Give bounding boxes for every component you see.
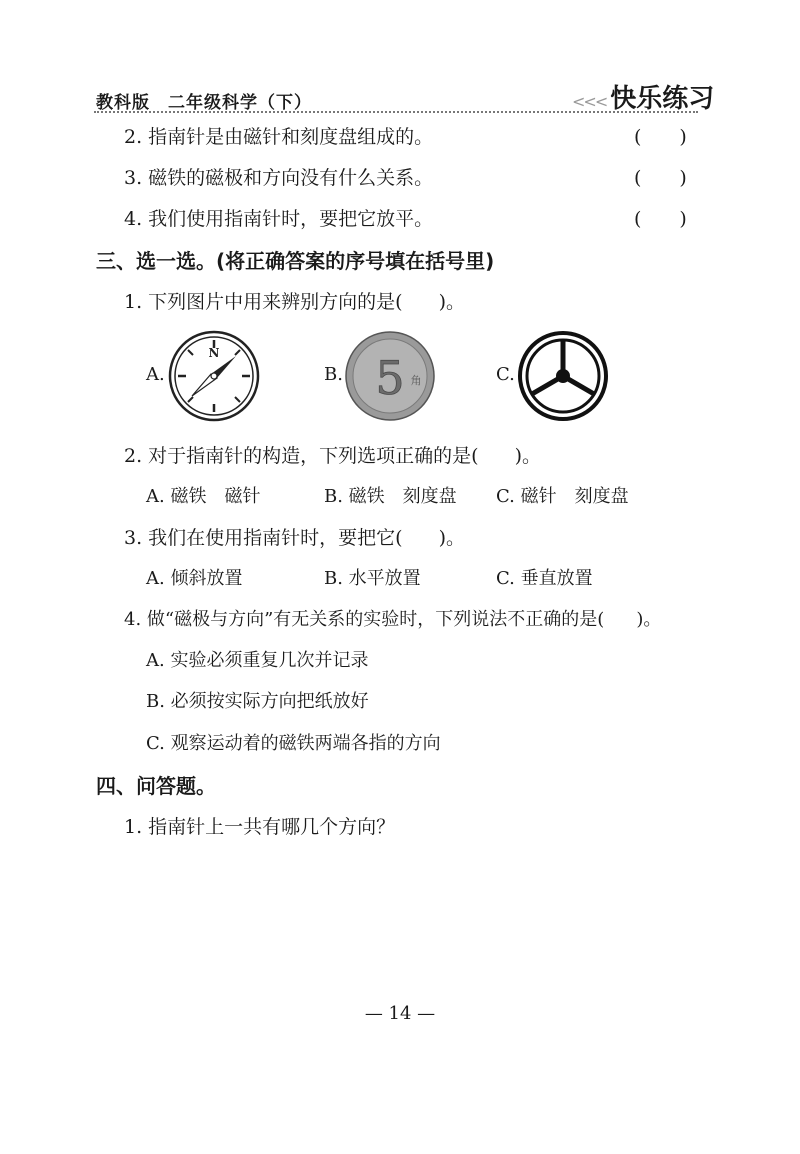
- q4-stem: 4. 做“磁极与方向”有无关系的实验时，下列说法不正确的是(: [124, 609, 605, 630]
- q2-stem: 2. 对于指南针的构造，下列选项正确的是(: [124, 445, 479, 467]
- choice-question-3: [124, 523, 465, 550]
- q1-stem-end: )。: [438, 291, 466, 313]
- q3-stem: 3. 我们在使用指南针时，要把它(: [124, 527, 403, 549]
- q2-option-a[interactable]: A. 磁铁 磁针: [146, 486, 261, 507]
- choice-question-2: [124, 441, 541, 468]
- header-section-name: [572, 78, 714, 115]
- judge-item-4: 4. 我们使用指南针时，要把它放平。: [124, 208, 434, 230]
- svg-text:N: N: [208, 346, 220, 360]
- page-number: — 14 —: [364, 1003, 436, 1024]
- q3-stem-end: )。: [438, 527, 466, 549]
- q1-option-b-label: B.: [324, 364, 343, 385]
- q4-option-a[interactable]: A. 实验必须重复几次并记录: [146, 650, 369, 671]
- q3-option-c[interactable]: C. 垂直放置: [496, 568, 593, 589]
- q4-option-b[interactable]: B. 必须按实际方向把纸放好: [146, 691, 369, 712]
- svg-text:5: 5: [375, 351, 405, 405]
- judge-answer-blank-2[interactable]: ( ): [634, 126, 687, 148]
- judge-item-2: 2. 指南针是由磁针和刻度盘组成的。: [124, 126, 434, 148]
- q3-option-a[interactable]: A. 倾斜放置: [146, 568, 243, 589]
- q1-option-c-label: C.: [496, 364, 515, 385]
- chevrons-icon: <<<: [572, 92, 607, 111]
- q1-stem: 1. 下列图片中用来辨别方向的是(: [124, 291, 403, 313]
- coin-image: [344, 330, 436, 422]
- svg-text:角: 角: [410, 374, 422, 387]
- q4-stem-end: )。: [636, 609, 662, 630]
- header-section-label: 快乐练习: [610, 84, 715, 114]
- header-divider: [94, 111, 698, 113]
- q2-stem-end: )。: [514, 445, 542, 467]
- judge-answer-blank-4[interactable]: ( ): [634, 208, 687, 230]
- q1-option-a-label: A.: [146, 364, 165, 385]
- choice-question-4: [124, 605, 661, 631]
- q2-option-c[interactable]: C. 磁针 刻度盘: [496, 486, 629, 507]
- judge-item-3: 3. 磁铁的磁极和方向没有什么关系。: [124, 167, 434, 189]
- short-answer-question-1: 1. 指南针上一共有哪几个方向？: [124, 816, 396, 838]
- judge-answer-blank-3[interactable]: ( ): [634, 167, 687, 189]
- compass-image: [166, 330, 262, 422]
- header-book-title: 教科版 二年级科学（下）: [96, 93, 312, 113]
- section-4-title: 四、问答题。: [96, 774, 216, 798]
- steering-wheel-image: [516, 330, 610, 422]
- choice-question-1: [124, 287, 465, 314]
- q2-option-b[interactable]: B. 磁铁 刻度盘: [324, 486, 457, 507]
- q4-option-c[interactable]: C. 观察运动着的磁铁两端各指的方向: [146, 733, 441, 754]
- q3-option-b[interactable]: B. 水平放置: [324, 568, 421, 589]
- section-3-title: 三、选一选。(将正确答案的序号填在括号里): [96, 249, 495, 273]
